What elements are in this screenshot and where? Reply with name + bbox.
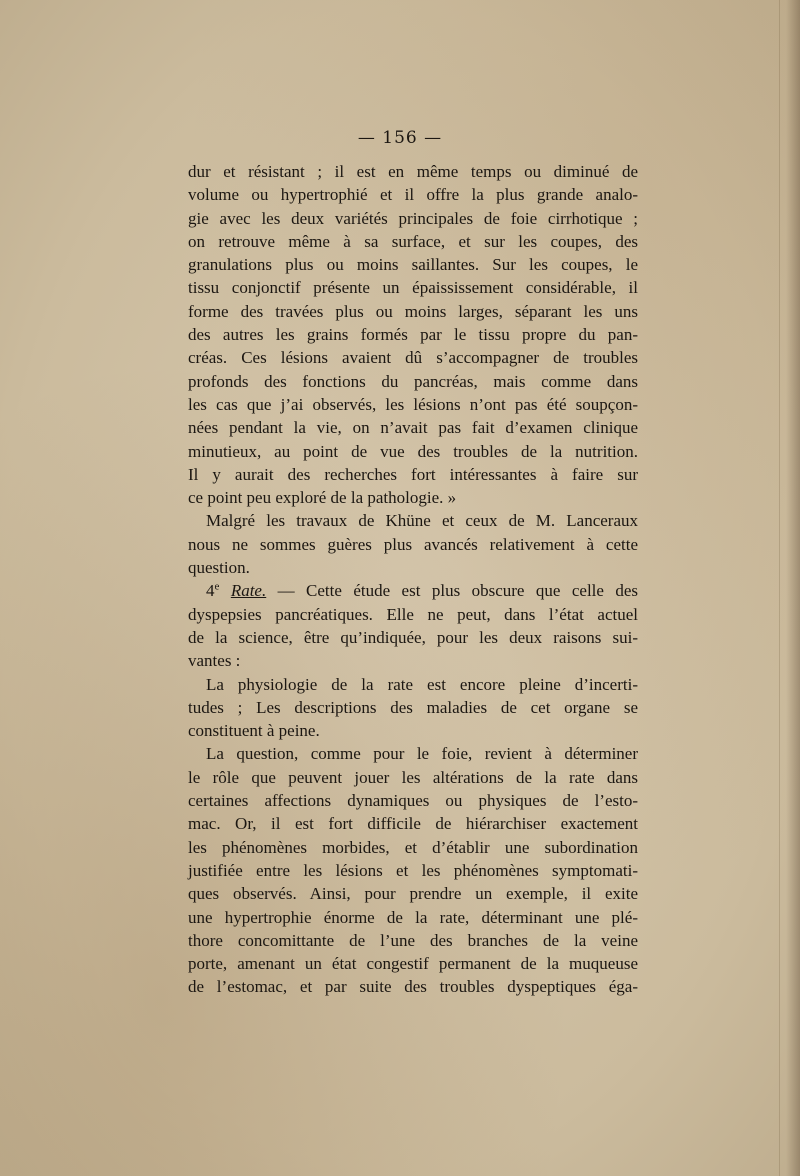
text-line: gie avec les deux variétés principales de foie cirrhotique ; [188,208,638,228]
text-line: granulations plus ou moins saillantes. Sur les coupes, le [188,255,638,275]
text-line: Il y aurait des recherches fort intéressantes à faire sur [188,464,638,484]
text-line: minutieux, au point de vue des troubles de la nutrition. [188,441,638,461]
page-edge-shadow [786,0,800,1176]
text-line: constituent à peine. [188,721,320,741]
text-line: question. [188,558,250,578]
section-dash: — [266,581,307,601]
text-line: nées pendant la vie, on n’avait pas fait d’examen clinique [188,418,638,438]
text-line: ques observés. Ainsi, pour prendre un exemple, il exite [188,884,638,904]
page-number: — 156 — [357,128,443,148]
text-line: volume ou hypertrophié et il offre la plus grande analo- [188,185,638,205]
text-line: dyspepsies pancréatiques. Elle ne peut, dans l’état actuel [188,604,638,624]
section-heading-line [188,579,638,602]
text-line: dur et résistant ; il est en même temps ou diminué de [188,162,638,181]
page-fold [779,0,780,1176]
text-line: Malgré les travaux de Khüne et ceux de M. Lanceraux [206,511,638,531]
text-line: tudes ; Les descriptions des maladies de cet organe se [188,697,638,717]
text-line: vantes : [188,651,241,671]
text-line: créas. Ces lésions avaient dû s’accompagner de troubles [188,348,638,368]
text-line: mac. Or, il est fort difficile de hiérarchiser exactement [188,814,638,834]
text-line: ce point peu exploré de la pathologie. » [188,488,457,508]
section-title: Rate. [230,581,267,601]
text-line: les phénomènes morbides, et d’établir une subordination [188,837,638,857]
text-line: profonds des fonctions du pancréas, mais comme dans [188,371,638,391]
text-line: thore concomittante de l’une des branches de la veine [188,930,638,950]
page-body [188,160,638,999]
text-line: les cas que j’ai observés, les lésions n’ont pas été soupçon- [188,394,638,414]
text-line: certaines affections dynamiques ou physiques de l’esto- [188,791,638,811]
text-line: nous ne sommes guères plus avancés relativement à cette [188,534,638,554]
text-line: Cette étude est plus obscure que celle des [306,581,639,601]
text-line: le rôle que peuvent jouer les altérations de la rate dans [188,767,638,787]
text-line: justifiée entre les lésions et les phénomènes symptomati- [188,860,638,880]
section-number-sup: e [214,580,220,593]
text-line: de la science, être qu’indiquée, pour les deux raisons sui- [188,627,638,647]
text-line: tissu conjonctif présente un épaississement considérable, il [188,278,638,298]
section-number: 4 [206,581,215,601]
text-line: de l’estomac, et par suite des troubles dyspeptiques éga- [188,977,638,997]
text-line: forme des travées plus ou moins larges, séparant les uns [188,301,638,321]
text-line: des autres les grains formés par le tissu propre du pan- [188,325,638,345]
text-line: une hypertrophie énorme de la rate, déterminant une plé- [188,907,638,927]
text-line: on retrouve même à sa surface, et sur les coupes, des [188,231,638,251]
text-line: La physiologie de la rate est encore pleine d’incerti- [206,674,638,694]
text-line: porte, amenant un état congestif permanent de la muqueuse [188,954,638,974]
text-line: La question, comme pour le foie, revient à déterminer [206,744,638,764]
